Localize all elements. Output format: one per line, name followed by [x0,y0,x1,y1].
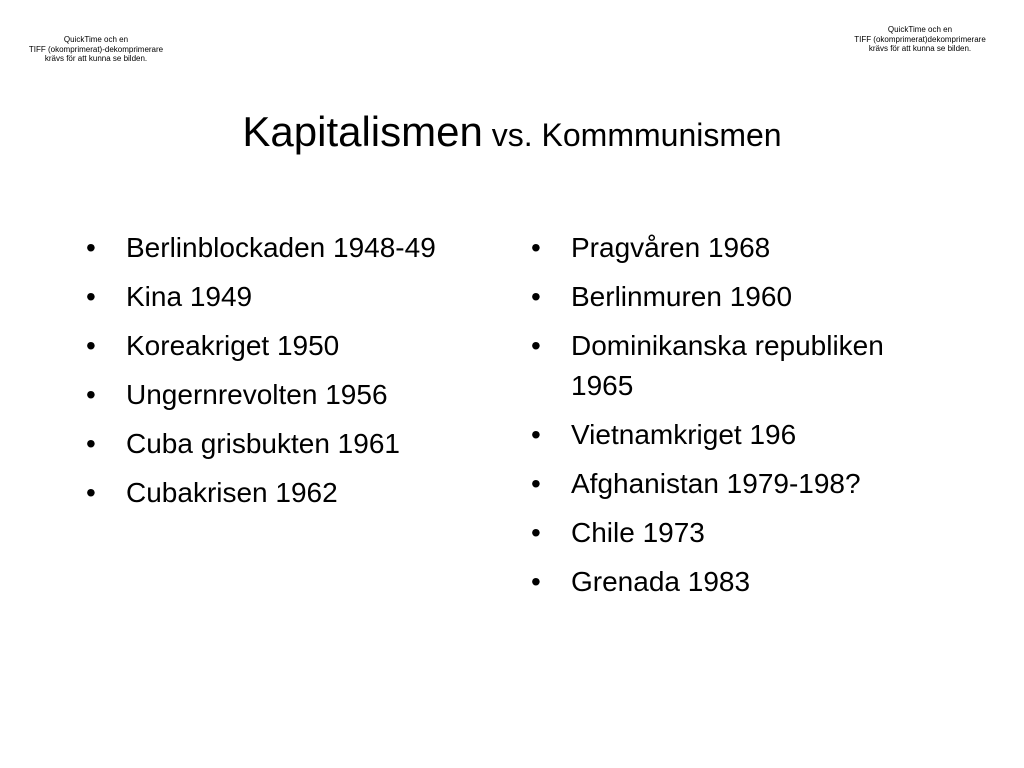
quicktime-notice-line: QuickTime och en [63,35,129,44]
title-main: Kapitalismen [242,108,483,155]
quicktime-placeholder-right [845,25,995,54]
quicktime-notice-line: krävs för att kunna se bilden. [44,54,148,63]
bullet-icon: • [86,330,96,361]
list-item [86,473,486,513]
list-item-text: Chile 1973 [571,517,705,548]
bullet-icon: • [531,232,541,263]
list-item-text: Cuba grisbukten 1961 [126,428,400,459]
list-item-text: Kina 1949 [126,281,253,312]
left-bullet-list [86,228,486,522]
bullet-icon: • [86,428,96,459]
list-item-text: Dominikanska republiken 1965 [571,330,884,401]
list-item [86,277,486,317]
list-item [531,326,951,406]
list-item [86,228,486,268]
list-item [86,375,486,415]
bullet-icon: • [86,379,96,410]
list-item-text: Ungernrevolten 1956 [126,379,388,410]
bullet-icon: • [86,281,96,312]
quicktime-notice-line: krävs för att kunna se bilden. [868,44,972,53]
list-item-text: Cubakrisen 1962 [126,477,338,508]
list-item [531,513,951,553]
list-item-text: Vietnamkriget 196 [571,419,797,450]
list-item [531,277,951,317]
title-sub: vs. Kommmunismen [491,117,782,153]
list-item [531,228,951,268]
quicktime-notice-line: TIFF (okomprimerat)-dekomprimerare [28,44,164,54]
right-bullet-list [531,228,951,611]
bullet-icon: • [86,232,96,263]
bullet-icon: • [531,281,541,312]
list-item-text: Pragvåren 1968 [571,232,771,263]
list-item-text: Berlinmuren 1960 [571,281,793,312]
list-item [86,326,486,366]
bullet-icon: • [531,330,541,361]
quicktime-notice-line: TIFF (okomprimerat)dekomprimerare [854,34,986,44]
bullet-icon: • [531,468,541,499]
quicktime-placeholder-left [16,35,176,64]
list-item [531,415,951,455]
bullet-icon: • [531,566,541,597]
list-item [531,464,951,504]
bullet-icon: • [531,517,541,548]
quicktime-notice-line: QuickTime och en [887,25,953,34]
list-item-text: Berlinblockaden 1948-49 [126,232,436,263]
list-item-text: Grenada 1983 [571,566,751,597]
list-item-text: Koreakriget 1950 [126,330,340,361]
bullet-icon: • [531,419,541,450]
slide-title [0,108,1024,156]
list-item [86,424,486,464]
list-item-text: Afghanistan 1979-198? [571,468,861,499]
list-item [531,562,951,602]
bullet-icon: • [86,477,96,508]
